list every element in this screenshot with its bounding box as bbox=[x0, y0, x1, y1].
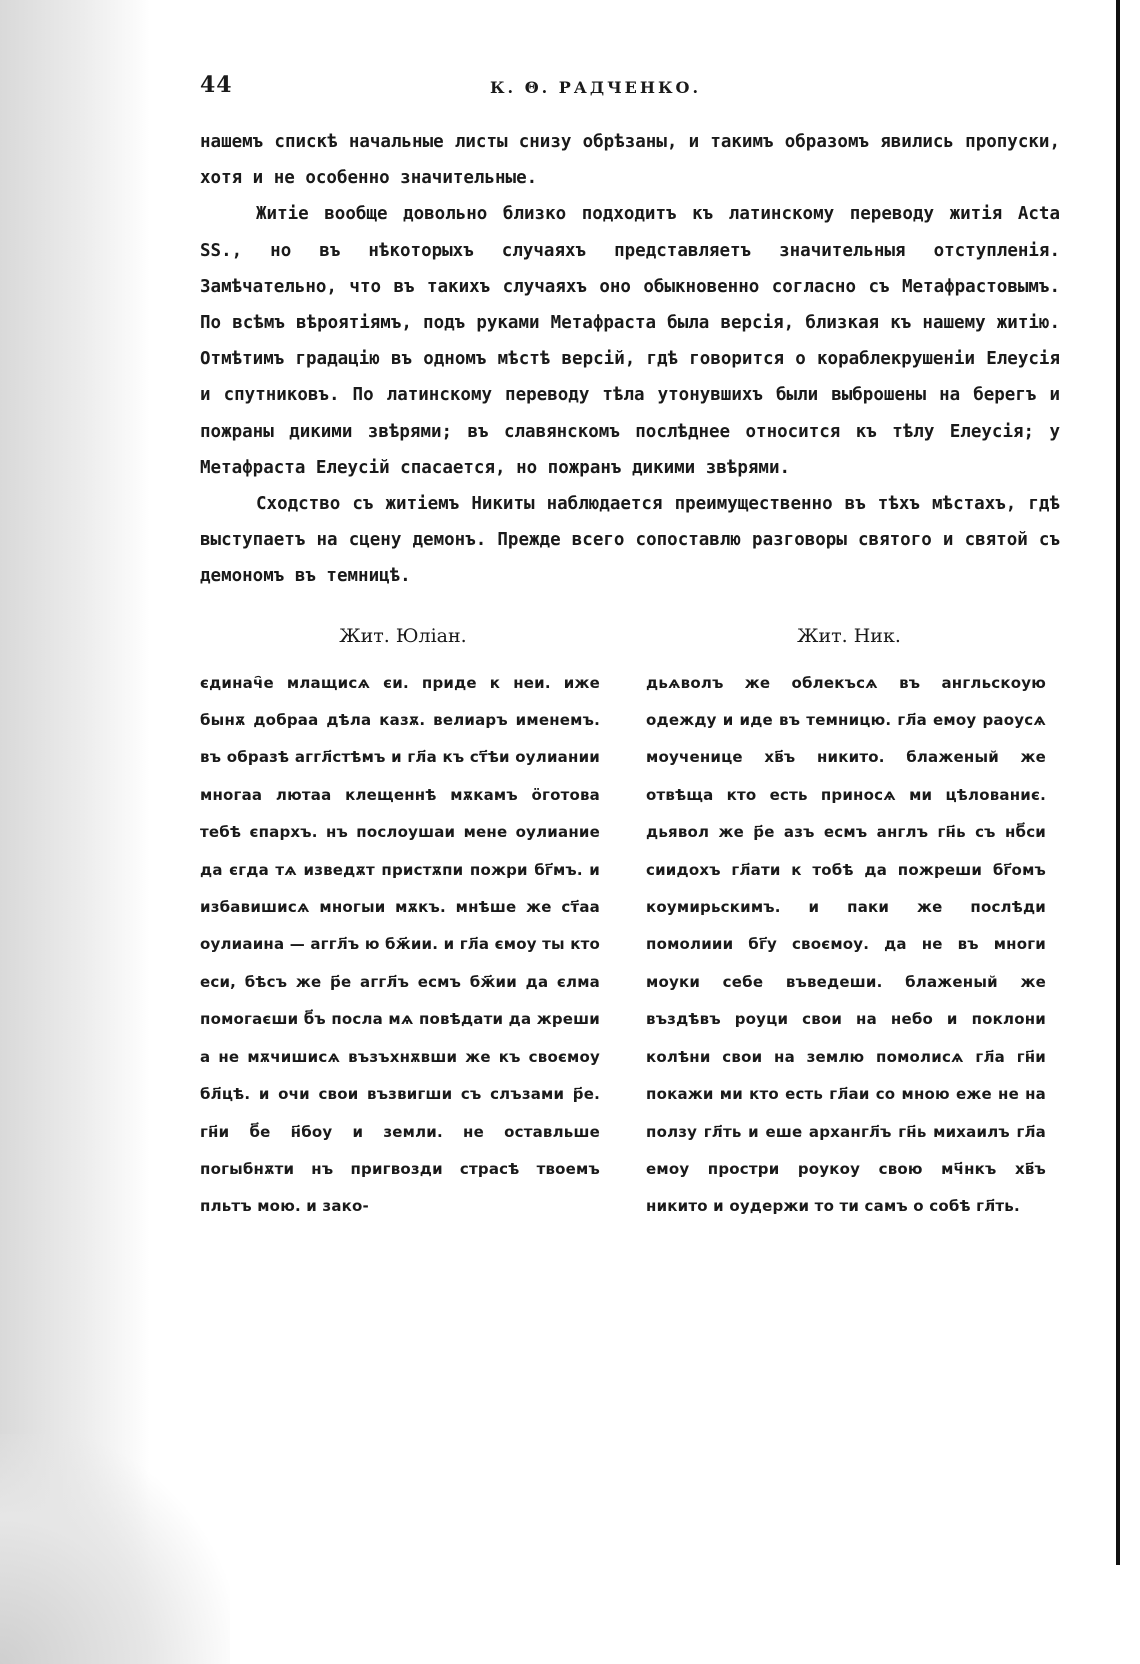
paragraph: Сходство съ житіемъ Никиты наблюдается преимущественно въ тѣхъ мѣстахъ, гдѣ выступаетъ на сцену демонъ. Прежде всего сопоставлю разговоры святого и святой съ демономъ въ темницѣ. bbox=[200, 494, 1060, 587]
running-head bbox=[200, 72, 1060, 112]
church-slavonic-text: єдинач҄е млащисѧ єи. приде к неи. иже бынѫ добраа дѣла казѫ. велиаръ именемъ. въ образѣ аггл҃стѣмъ и гл҃а къ ст҃ѣи оулиании многаа лютаа клещеннѣ мѫкамъ ӧготова тебѣ єпархъ. нъ послоушаи мене оулиание да єгда тѧ изведѫт пристѫпи пожри бг҃мъ. и избавишисѧ многыи мѫкъ. мнѣше же ст҃аа оулиаина — аггл҃ъ ю бж҃ии. и гл҃а ємоу ты кто еси, бѣсъ же р҃е аггл҃ъ есмъ бж҃ии да єлма помогаєши б҃ъ посла мѧ повѣдати да жреши а не мѫчишисѧ възъхнѫвши же къ своємоу бл҃цѣ. и очи свои възвигши съ слъзами р҃е. гн҃и б҃е н҃боу и земли. не оставльше погыбнѫти нъ пригвозди страсѣ твоемъ пльтъ мою. и зако- bbox=[200, 673, 600, 1216]
column-nikita bbox=[646, 617, 1046, 1226]
parallel-texts bbox=[200, 617, 1060, 1377]
column-heading: Жит. Ник. bbox=[797, 624, 901, 647]
paragraph-continuation: нашемъ спискѣ начальные листы снизу обрѣзаны, и такимъ образомъ явились пропуски, хотя и не особенно значительные. bbox=[200, 132, 1060, 189]
page-number: 44 bbox=[200, 72, 233, 98]
book-page bbox=[200, 72, 1060, 1377]
column-julian bbox=[200, 617, 600, 1226]
running-title: К. Θ. РАДЧЕНКО. bbox=[490, 78, 702, 97]
church-slavonic-text: дьѧволъ же облекъсѧ въ англьскоую одежду и иде въ темницю. гл҃а емоу раоусѧ моученице хв҃ъ никито. блаженый же отвѣща кто есть приносѧ ми цѣлованиє. дьявол же р҃е азъ есмъ англъ гн҃ь съ нб҃си сиидохъ гл҃ати к тобѣ да пожреши бг҃омъ коумирьскимъ. и паки же послѣди помолиии бг҃у своємоу. да не въ многи моуки себе въведеши. блаженый же въздѣвъ роуци свои на небо и поклони колѣни свои на землю помолисѧ гл҃а гн҃и покажи ми кто есть гл҃аи со мною еже не на ползу гл҃ть и еше архангл҃ъ гн҃ь михаилъ гл҃а емоу простри роукоу свою мч҃нкъ хв҃ъ никито и оудержи то ти самъ о собѣ гл҃ть. bbox=[646, 673, 1046, 1216]
main-text bbox=[200, 124, 1060, 595]
scan-corner-shadow bbox=[0, 1434, 230, 1664]
page-right-border bbox=[1116, 0, 1120, 1565]
column-heading: Жит. Юліан. bbox=[339, 624, 467, 647]
paragraph: Житіе вообще довольно близко подходитъ къ латинскому переводу житія Acta SS., но въ нѣкоторыхъ случаяхъ представляетъ значительныя отступленія. Замѣчательно, что въ такихъ случаяхъ оно обыкновенно согласно съ Метафрастовымъ. По всѣмъ вѣроятіямъ, подъ руками Метафраста была версія, близкая къ нашему житію. Отмѣтимъ градацію въ одномъ мѣстѣ версій, гдѣ говорится о кораблекрушеніи Елеусія и спутниковъ. По латинскому переводу тѣла утонувшихъ были выброшены на берегъ и пожраны дикими звѣрями; въ славянскомъ послѣднее относится къ тѣлу Елеусія; у Метафраста Елеусій спасается, но пожранъ дикими звѣрями. bbox=[200, 204, 1060, 478]
scan-left-edge-shadow bbox=[0, 0, 150, 1664]
